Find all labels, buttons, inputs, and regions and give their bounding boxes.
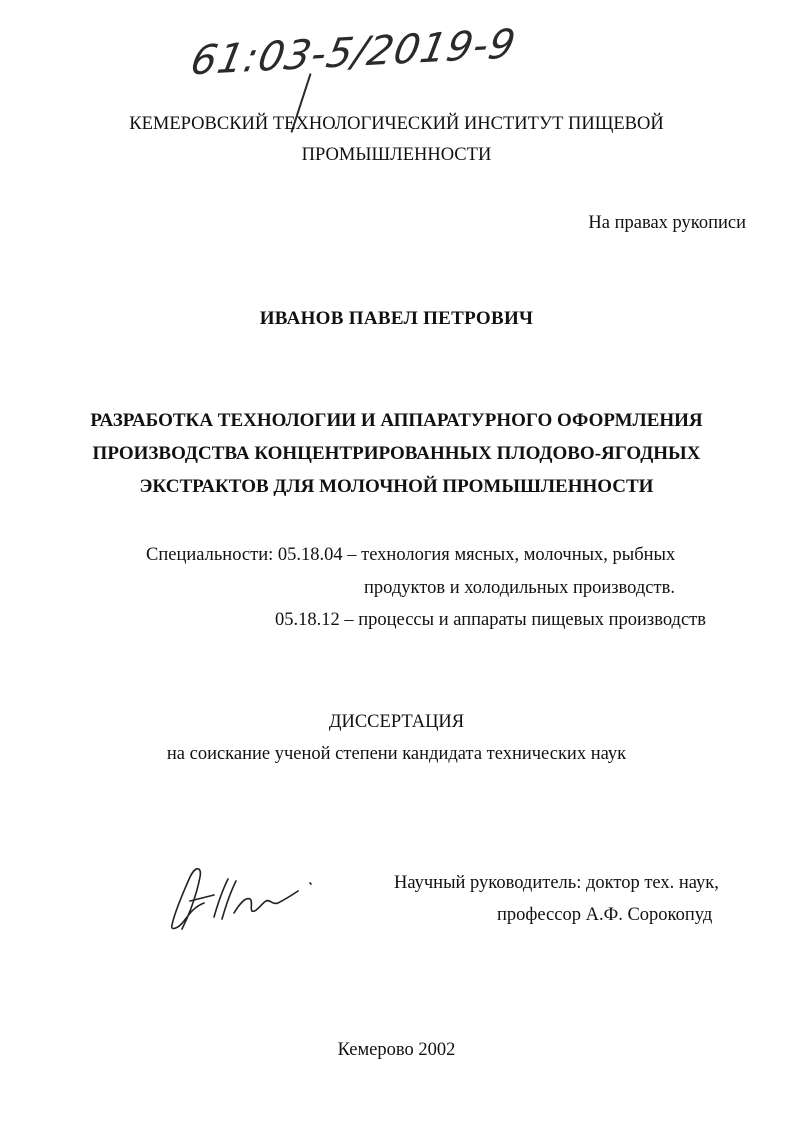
degree-purpose: на соискание ученой степени кандидата технических наук [166,744,627,764]
specialties-label: Специальности: [146,545,274,565]
signature-image [160,855,320,935]
specialty-1 [146,545,675,566]
specialty-1-continuation: продуктов и холодильных производств. [364,578,675,598]
dissertation-title-line-3: ЭКСТРАКТОВ ДЛЯ МОЛОЧНОЙ ПРОМЫШЛЕННОСТИ [139,476,654,497]
document-type: ДИССЕРТАЦИЯ [328,712,465,732]
institute-name-line-2: ПРОМЫШЛЕННОСТИ [301,145,492,165]
scientific-advisor-line-1: Научный руководитель: доктор тех. наук, [394,873,719,893]
specialty-1-text: 05.18.04 – технология мясных, молочных, рыбных [277,545,676,565]
institute-name-line-1: КЕМЕРОВСКИЙ ТЕХНОЛОГИЧЕСКИЙ ИНСТИТУТ ПИЩЕВОЙ [129,114,664,134]
specialty-2: 05.18.12 – процессы и аппараты пищевых производств [275,610,707,630]
manuscript-rights-note: На правах рукописи [588,213,746,233]
dissertation-title-line-1: РАЗРАБОТКА ТЕХНОЛОГИИ И АППАРАТУРНОГО ОФОРМЛЕНИЯ [90,410,703,431]
author-name: ИВАНОВ ПАВЕЛ ПЕТРОВИЧ [259,308,534,329]
dissertation-title-line-2: ПРОИЗВОДСТВА КОНЦЕНТРИРОВАННЫХ ПЛОДОВО-ЯГОДНЫХ [92,443,701,464]
archive-stamp: 61:03-5/2019-9 [186,21,520,85]
city-and-year: Кемерово 2002 [337,1040,456,1060]
scientific-advisor-line-2: профессор А.Ф. Сорокопуд [497,905,713,925]
